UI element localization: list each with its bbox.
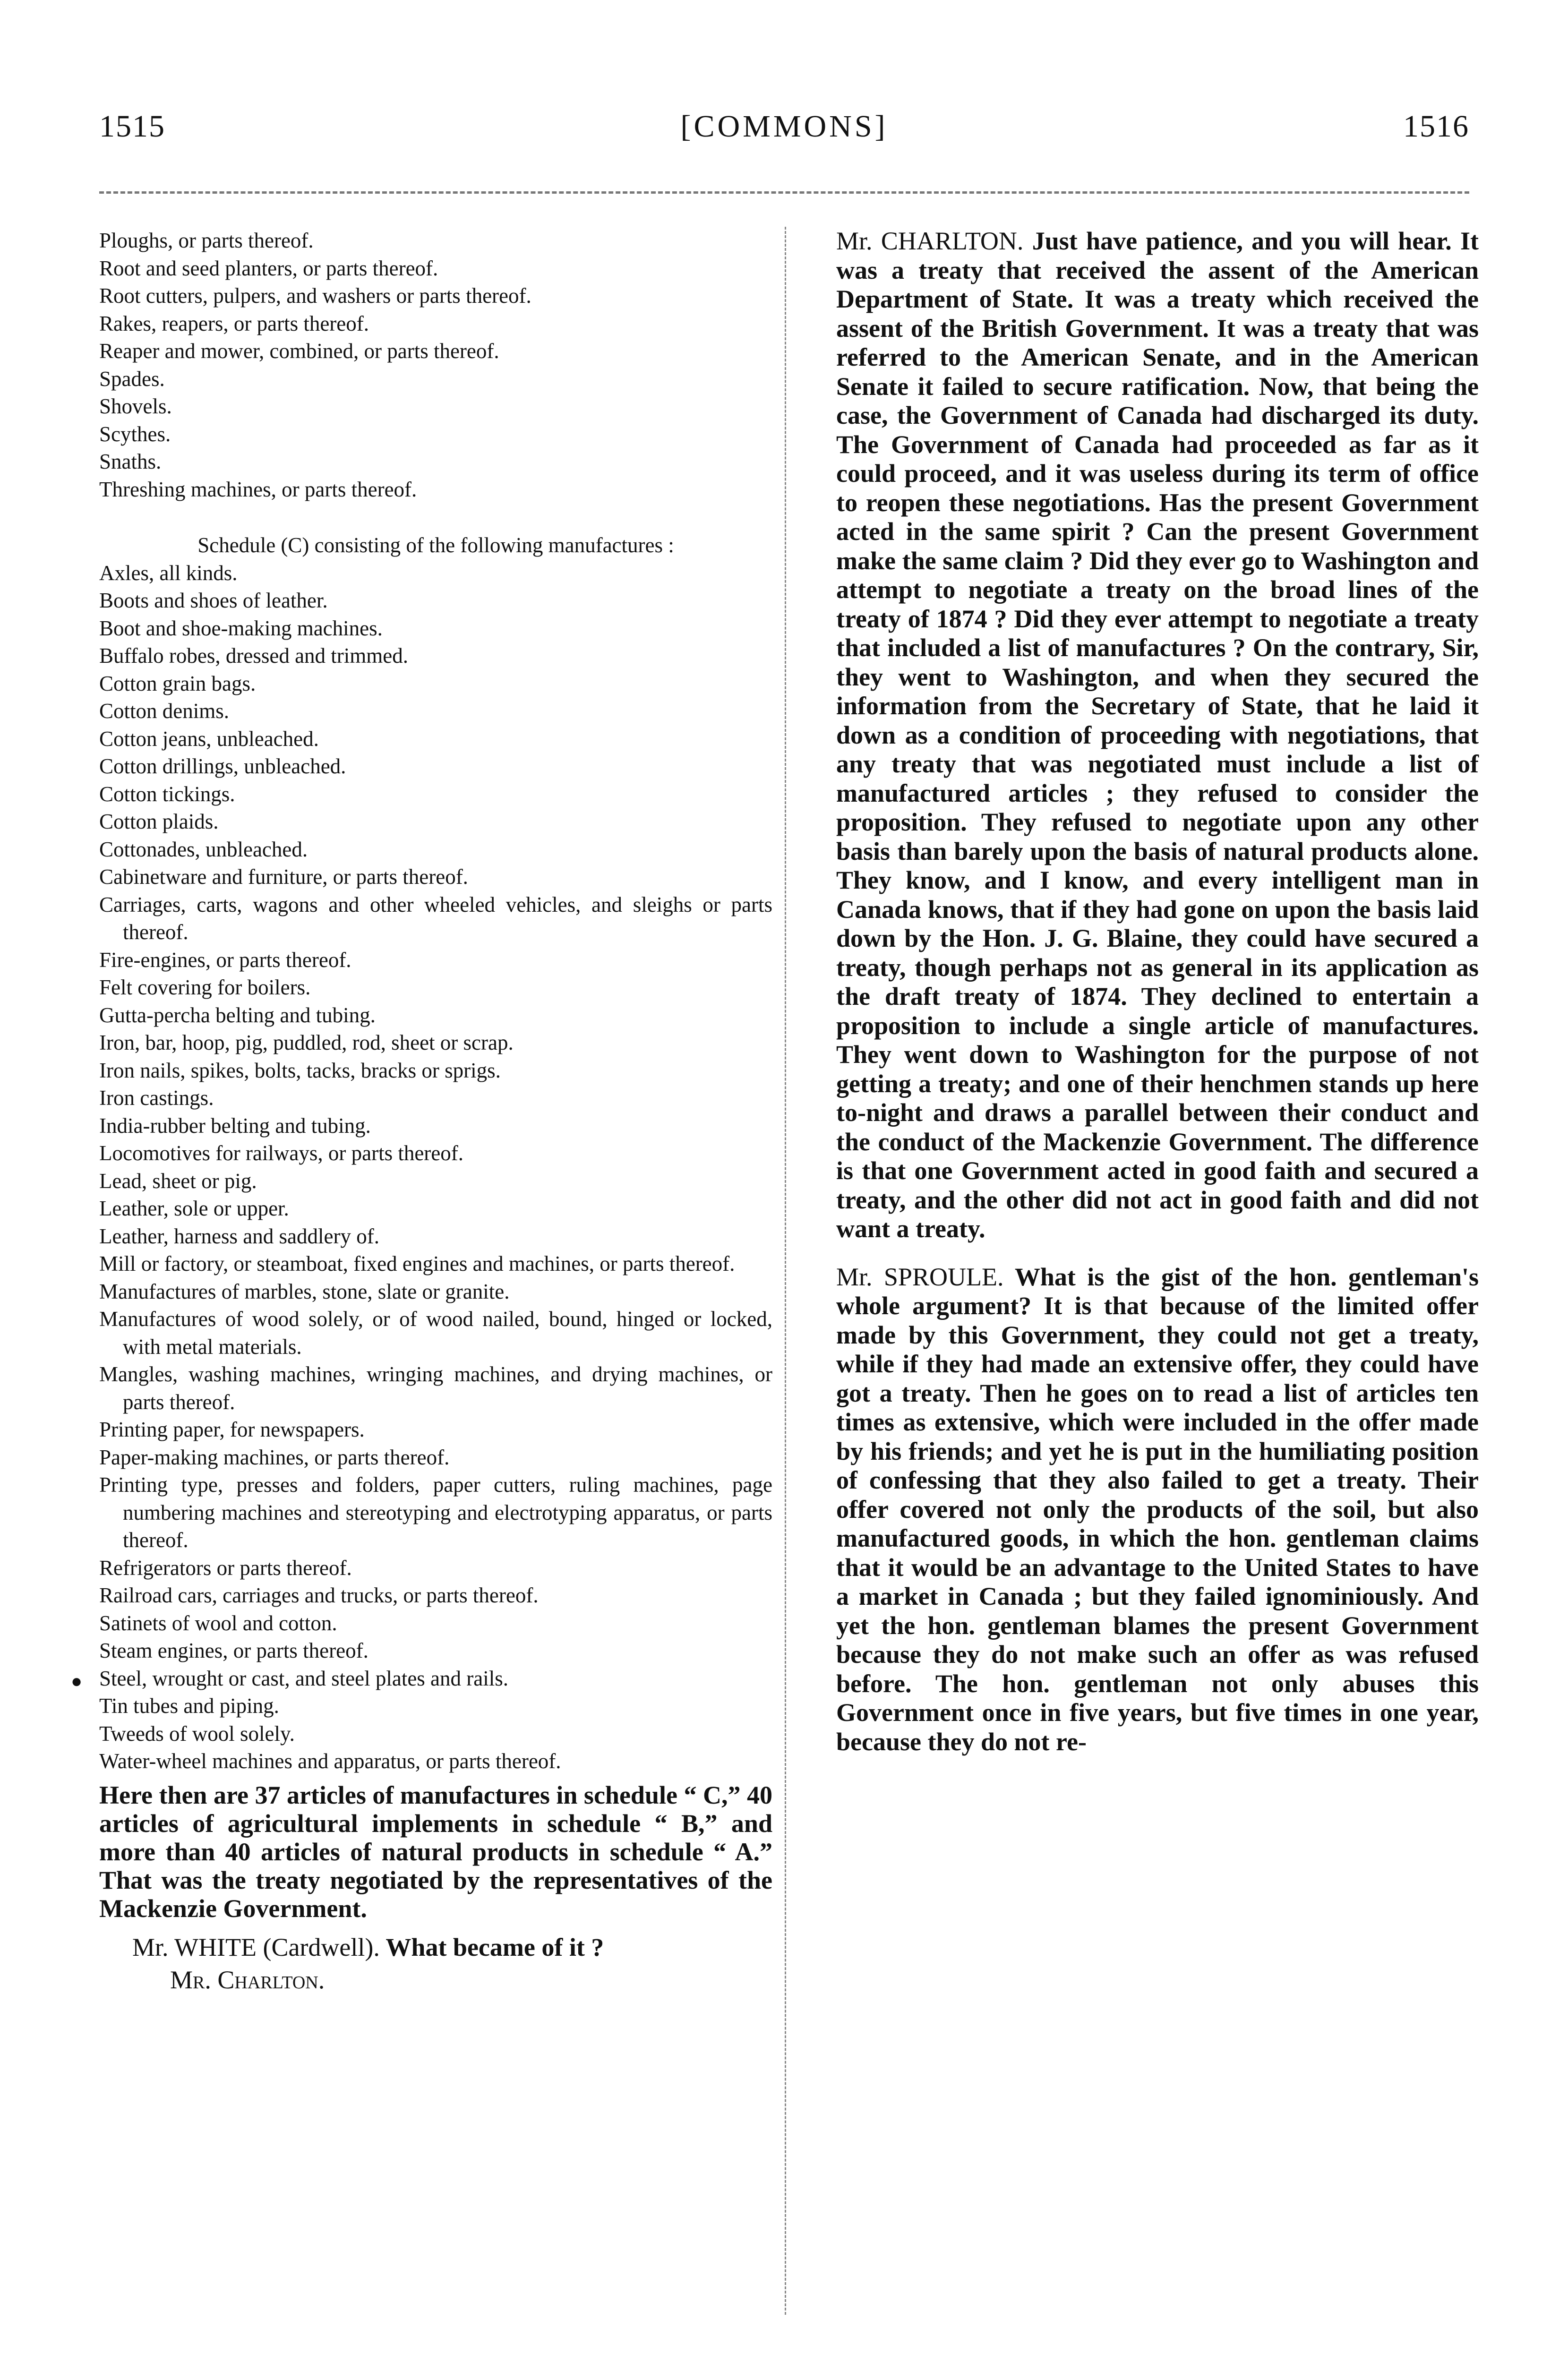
list-item: Gutta-percha belting and tubing. (99, 1003, 376, 1027)
page-header (99, 109, 1469, 161)
list-item: Scythes. (99, 422, 171, 446)
list-item: Cottonades, unbleached. (99, 837, 308, 861)
list-item: Refrigerators or parts thereof. (99, 1556, 352, 1580)
list-item: Buffalo robes, dressed and trimmed. (99, 644, 409, 668)
list-item: Felt covering for boilers. (99, 976, 311, 999)
list-item: Tin tubes and piping. (99, 1694, 279, 1718)
list-item: Root cutters, pulpers, and washers or parts thereof. (99, 284, 531, 308)
list-item: Cotton plaids. (99, 810, 219, 833)
list-item: Snaths. (99, 450, 162, 473)
list-item: Iron castings. (99, 1086, 214, 1110)
page-number-left: 1515 (99, 109, 165, 144)
list-item: Printing paper, for newspapers. (99, 1418, 365, 1441)
list-item: Carriages, carts, wagons and other wheeled vehicles, and sleighs or parts thereof. (99, 892, 772, 944)
margin-dot: ● (71, 1670, 83, 1692)
speech-text: What is the gist of the hon. gentleman's whole argument? It is that because of the limited offer made by this Government, they could not get a treaty, while if they had made an extensive offer, they could have got a treaty. Then he goes on to read a list of articles ten times as extensive, which were included in the offer made by his friends; and yet he is put in the humiliating position of confessing that they also failed to get a treaty. Their offer covered not only the products of the soil, but also manufactured goods, in which the hon. gentleman claims that it would be an advantage to the United States to have a market in Canada ; but they failed ignominiously. And yet the hon. gentleman blames the present Government because they do not make such an offer as was refused before. The hon. gentleman not only abuses this Government once in five years, but five times in one year, because they do not re- (836, 1262, 1479, 1756)
list-item: Threshing machines, or parts thereof. (99, 477, 417, 501)
right-column (803, 227, 1479, 1756)
list-item: Cotton denims. (99, 699, 230, 723)
list-item: Spades. (99, 367, 165, 391)
list-item: Iron, bar, hoop, pig, puddled, rod, sheet or scrap. (99, 1031, 514, 1054)
sproule-speech (803, 1263, 1479, 1757)
speech-text: What became of it ? (386, 1933, 604, 1961)
list-item: Cotton jeans, unbleached. (99, 727, 319, 751)
list-item: Locomotives for railways, or parts thereof. (99, 1141, 463, 1165)
list-item: Boots and shoes of leather. (99, 589, 328, 612)
list-item: Water-wheel machines and apparatus, or parts thereof. (99, 1749, 561, 1773)
schedule-b-list (99, 227, 772, 503)
list-item: Iron nails, spikes, bolts, tacks, bracks or sprigs. (99, 1058, 501, 1082)
list-item: Shovels. (99, 394, 172, 418)
list-item: Boot and shoe-making machines. (99, 616, 383, 640)
list-item: Cotton grain bags. (99, 671, 256, 695)
list-item: Paper-making machines, or parts thereof. (99, 1445, 450, 1469)
column-divider (785, 227, 786, 2315)
list-item: Printing type, presses and folders, paper cutters, ruling machines, page numbering machines and stereotyping and electrotyping apparatus, or parts thereof. (99, 1473, 772, 1552)
speaker-name: Mr. Charlton. (170, 1966, 325, 1994)
speaker-name: Mr. WHITE (Cardwell). (132, 1933, 380, 1961)
list-item: Steam engines, or parts thereof. (99, 1639, 368, 1662)
left-column (99, 227, 772, 1995)
speaker-name: Mr. CHARLTON. (836, 227, 1024, 255)
list-item: Rakes, reapers, or parts thereof. (99, 311, 369, 335)
list-item: Root and seed planters, or parts thereof. (99, 256, 438, 280)
summary-paragraph: Here then are 37 articles of manufactures in schedule “ C,” 40 articles of agricultural implements in schedule “ B,” and more than 40 articles of natural products in schedule “ A.” That was the treaty negotiated by the representatives of the Mackenzie Government. (99, 1780, 772, 1923)
list-item: Steel, wrought or cast, and steel plates and rails. (99, 1666, 509, 1690)
list-item: Leather, sole or upper. (99, 1197, 289, 1220)
page-number-right: 1516 (1403, 109, 1469, 144)
list-item: Ploughs, or parts thereof. (99, 229, 314, 252)
white-speech (99, 1933, 772, 1962)
list-item: Cotton tickings. (99, 782, 235, 806)
list-item: Reaper and mower, combined, or parts thereof. (99, 339, 499, 363)
header-rule (99, 191, 1469, 194)
list-item: Mangles, washing machines, wringing machines, and drying machines, or parts thereof. (99, 1362, 772, 1414)
list-item: Lead, sheet or pig. (99, 1169, 257, 1193)
list-item: Tweeds of wool solely. (99, 1721, 295, 1746)
list-item: Manufactures of wood solely, or of wood nailed, bound, hinged or locked, with metal materials. (99, 1307, 772, 1359)
page-title: [COMMONS] (680, 109, 888, 144)
charlton-speech (803, 227, 1479, 1244)
schedule-c-list (99, 559, 772, 1775)
list-item: Axles, all kinds. (99, 561, 238, 585)
list-item: Leather, harness and saddlery of. (99, 1224, 379, 1248)
list-item: Manufactures of marbles, stone, slate or granite. (99, 1279, 510, 1303)
list-item: Mill or factory, or steamboat, fixed engines and machines, or parts thereof. (99, 1252, 735, 1275)
speech-text: Just have patience, and you will hear. It was a treaty that received the assent of the American Department of State. It was a treaty which received the assent of the British Government. It was a treaty that was referred to the American Senate, and in the American Senate it failed to secure ratification. Now, that being the case, the Government of Canada had discharged its duty. The Government of Canada had proceeded as far as it could proceed, and it was useless during its term of office to reopen these negotiations. Has the present Government acted in the same spirit ? Can the present Government make the same claim ? Did they ever go to Washington and attempt to negotiate a treaty on the broad lines of the treaty of 1874 ? Did they ever attempt to negotiate a treaty that included a list of manufactures ? On the contrary, Sir, they went to Washington, and when they secured the information from the Secretary of State, that he laid it down as a condition of proceeding with negotiations, that any treaty that was negotiated must include a list of manufactured articles ; they refused to consider the proposition. They refused to negotiate upon any other basis than barely upon the basis of natural products alone. They know, and I know, and every intelligent man in Canada knows, that if they had gone on upon the basis laid down by the Hon. J. G. Blaine, they could have secured a treaty, though perhaps not as general in its application as the draft treaty of 1874. They declined to entertain a proposition to include a single article of manufactures. They went down to Washington for the purpose of not getting a treaty; and one of their henchmen stands up here to-night and draws a parallel between their conduct and the conduct of the Mackenzie Government. The difference is that one Government acted in good faith and secured a treaty, and the other did not act in good faith and did not want a treaty. (836, 227, 1479, 1243)
list-item: India-rubber belting and tubing. (99, 1113, 371, 1138)
list-item: Cabinetware and furniture, or parts thereof. (99, 865, 468, 889)
schedule-c-heading: Schedule (C) consisting of the following manufactures : (197, 533, 674, 557)
list-item: Fire-engines, or parts thereof. (99, 948, 351, 972)
list-item: Railroad cars, carriages and trucks, or parts thereof. (99, 1583, 539, 1607)
speaker-name: Mr. SPROULE. (836, 1262, 1004, 1291)
list-item: Cotton drillings, unbleached. (99, 754, 346, 778)
list-item: Satinets of wool and cotton. (99, 1611, 337, 1635)
